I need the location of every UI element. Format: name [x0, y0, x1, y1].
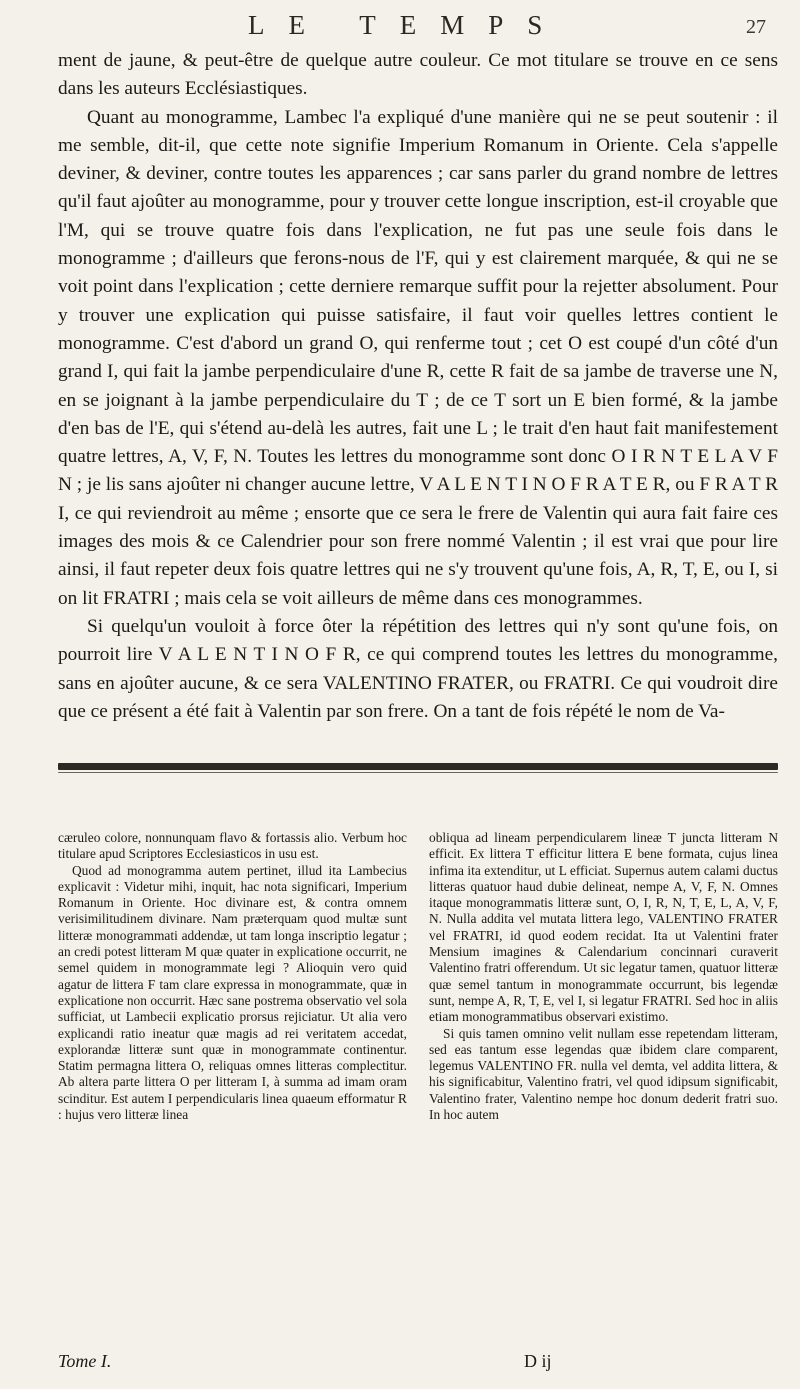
running-head [0, 10, 800, 50]
main-paragraph: Quant au monogramme, Lambec l'a expliqué d'une manière qui ne se peut soutenir : il me semble, dit-il, que cette note signifie Imperium Romanum in Oriente. Cela s'appelle deviner, & deviner, contre toutes les apparences ; car sans parler du grand nombre de lettres qu'il faut ajoûter au monogramme, pour y trouver cette longue inscription, est-il croyable que l'M, qui se trouve quatre fois dans l'explication, ne fut pas une seule fois dans le monogramme ; d'ailleurs que ferons-nous de l'F, qui y est clairement marquée, & qui ne se voit point dans l'explication ; cette derniere remarque suffit pour la rejetter absolument. Pour y trouver une explication qui puisse satisfaire, il faut voir quelles lettres contient le monogramme. C'est d'abord un grand O, qui renferme tout ; cet O est coupé d'un côté d'un grand I, qui fait la jambe perpendiculaire d'une R, cette R fait de sa jambe de traverse une N, en se joignant à la jambe perpendiculaire du T ; de ce T sort un E bien formé, & la jambe d'en bas de l'E, qui s'étend au-delà les autres, fait une L ; le trait d'en haut fait manifestement quatre lettres, A, V, F, N. Toutes les lettres du monogramme sont donc O I R N T E L A V F N ; je lis sans ajoûter ni changer aucune lettre, V A L E N T I N O F R A T E R, ou F R A T R I, ce qui reviendroit au même ; ensorte que ce sera le frere de Valentin qui aura fait faire ces images des mois & ce Calendrier pour son frere nommé Valentin ; il est vrai que pour lire ainsi, il faut repeter deux fois quatre lettres qui ne s'y trouvent qu'une fois, A, R, T, E, ou I, si on lit FRATRI ; mais cela se voit ailleurs de même dans ces monogrammes. [58, 106, 778, 609]
main-paragraph: Si quelqu'un vouloit à force ôter la répétition des lettres qui n'y sont qu'une fois, on pourroit lire V A L E N T I N O F R, ce qui comprend toutes les lettres du monogramme, sans en ajoûter aucune, & ce sera VALENTINO FRATER, ou FRATRI. Ce qui voudroit dire que ce présent a été fait à Valentin par son frere. On a tant de fois répété le nom de Va- [58, 615, 778, 722]
main-text [58, 47, 778, 726]
note-paragraph: cæruleo colore, nonnunquam flavo & fortassis alio. Verbum hoc titulare apud Scriptores Ecclesiasticos in usu est. [58, 830, 407, 862]
main-paragraph: ment de jaune, & peut-être de quelque autre couleur. Ce mot titulare se trouve en ce sens dans les auteurs Ecclésiastiques. [58, 50, 778, 100]
running-title: LE TEMPS [248, 10, 567, 40]
divider-rule-thin [58, 772, 778, 773]
page-number: 27 [746, 16, 766, 38]
divider-rule [58, 763, 778, 770]
signature-mark: D ij [524, 1351, 552, 1371]
latin-notes [58, 830, 778, 1370]
note-paragraph: obliqua ad lineam perpendicularem lineæ T juncta litteram N efficit. Ex littera T efficitur littera E bene formata, cujus linea infima ita extenditur, ut L efficiat. Supernus autem calami ductus litteras quatuor haud dubie delineat, nempe A, V, F, N. Omnes itaque monogrammatis litteræ sunt, O, I, R, N, T, E, L, A, V, F, N. Nulla addita vel mutata littera lego, VALENTINO FRATER vel FRATRI, id quod eodem recidat. Ita ut Valentini frater Mensium imagines & Calendarium concinnari curaverit Valentino fratri offerendum. Ut sic legatur tamen, quatuor litteræ quæ semel tantum in monogrammate occurrunt, bis legendæ sunt, nempe A, R, T, E, vel I, si legatur FRATRI. Sed hoc in aliis etiam monogrammatibus observari existimo. [429, 830, 778, 1025]
note-paragraph: Quod ad monogramma autem pertinet, illud ita Lambecius explicavit : Videtur mihi, inquit, hac nota significari, Imperium Romanum in Oriente. Hoc divinare est, & contra omnem verisimilitudinem divinare. Nam præterquam quod multæ sunt litteræ monogrammati addendæ, ut tam longa inscriptio legatur ; an credi potest litteram M quæ quater in explicatione occurrit, ne semel quidem in monogrammate legi ? Alioquin vero quid agatur de littera F tam clare expressa in monogrammate, quæ in explicatione non occurrit. Hæc sane postrema observatio vel sola sufficiat, ut Lambecii explicatio prorsus rejiciatur. Ut alia vero explicandi ratio ineatur quæ magis ad rei veritatem accedat, explorandæ litteræ sunt quæ in monogrammate continentur. Statim permagna littera O, reliquas omnes litteras complectitur. Ab altera parte littera O per litteram I, à summa ad imam oram scinditur. Est autem I perpendicularis linea quaeum efformatur R : hujus vero litteræ linea [58, 862, 407, 1123]
note-paragraph: Si quis tamen omnino velit nullam esse repetendam litteram, sed eas tantum esse legendas quæ ibidem clare comparent, legemus VALENTINO FR. nulla vel demta, vel addita littera, & his significabitur, Valentino fratri, vel quod idipsum significabit, Valentino frater, Valentino nempe hoc donum dederit fratri suo. In hoc autem [429, 1025, 778, 1123]
page-footer [58, 1351, 778, 1377]
volume-label: Tome I. [58, 1351, 112, 1371]
notes-left-column [58, 830, 407, 1123]
notes-right-column [429, 830, 778, 1123]
